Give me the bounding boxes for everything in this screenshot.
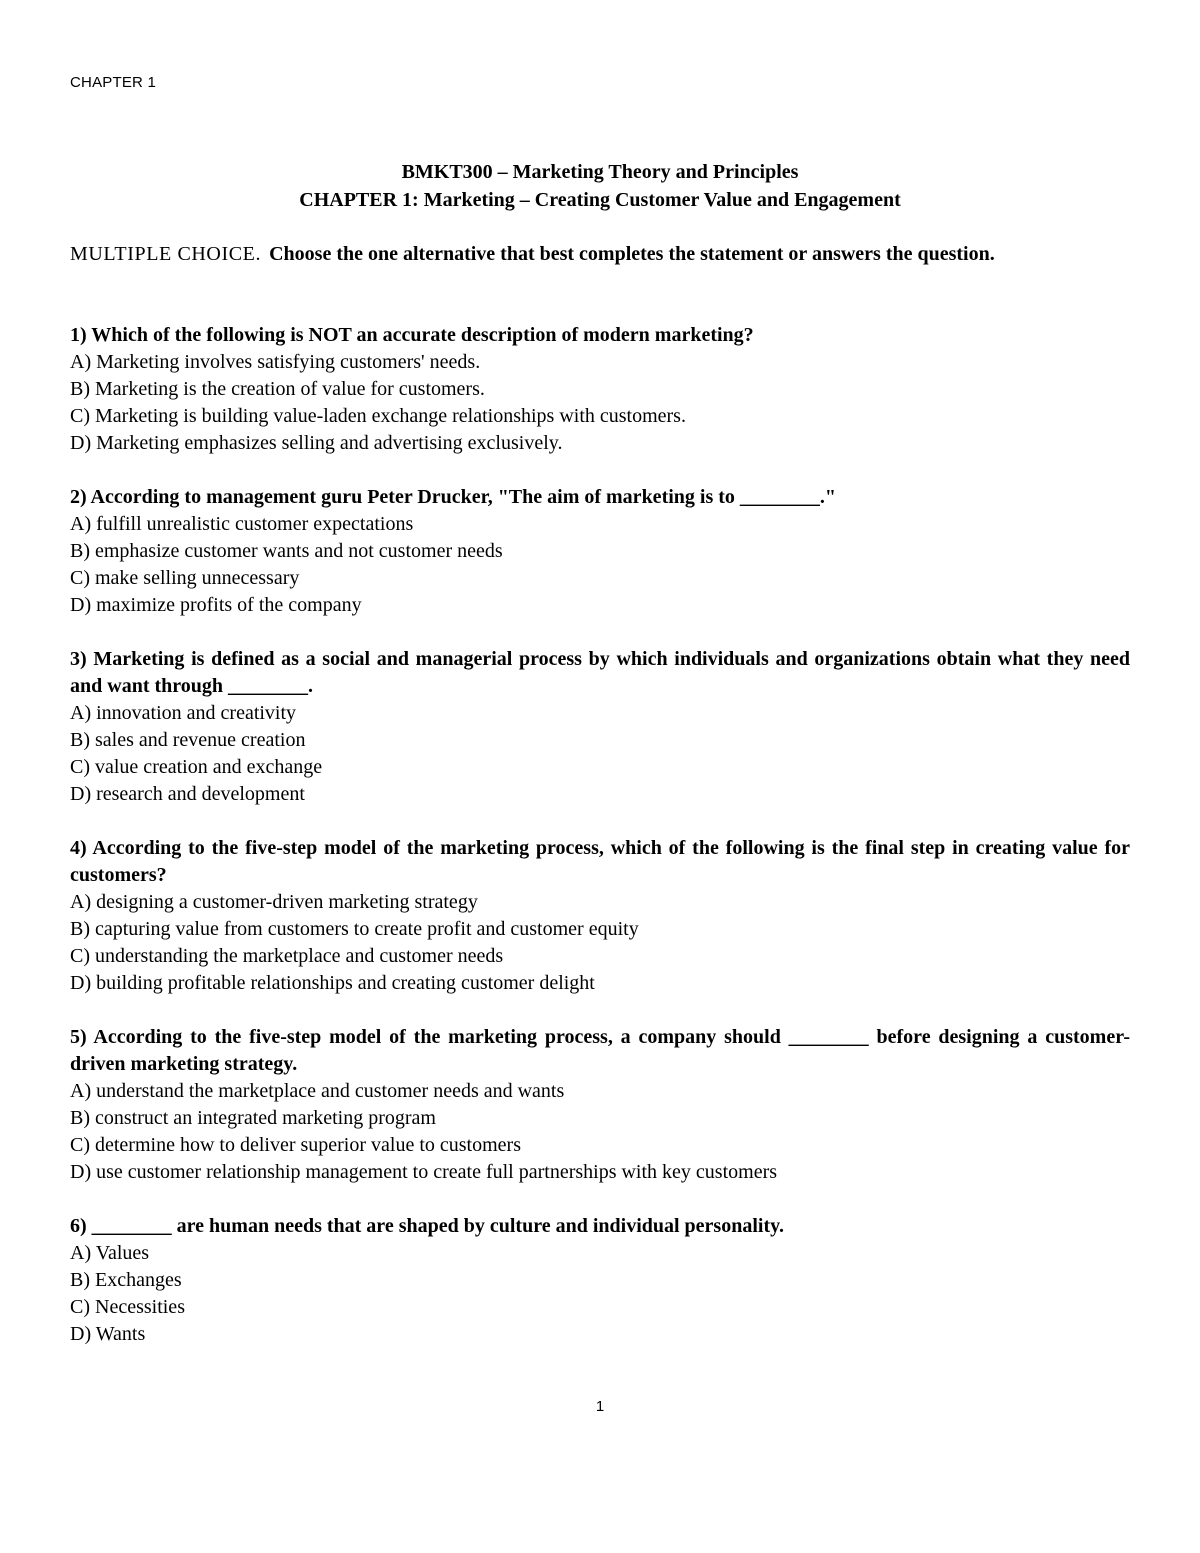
chapter-title: CHAPTER 1: Marketing – Creating Customer Value and Engagement — [299, 189, 901, 211]
question-stem: 6) ________ are human needs that are shaped by culture and individual personality. — [70, 1215, 785, 1237]
answer-option-c: C) Necessities — [70, 1296, 185, 1318]
question-stem: 4) According to the five-step model of the marketing process, which of the following is the final step in creating value for customers? — [70, 837, 1130, 886]
answer-option-b: B) sales and revenue creation — [70, 729, 306, 751]
answer-option-d: D) research and development — [70, 783, 305, 805]
answer-option-a: A) Marketing involves satisfying customers' needs. — [70, 351, 481, 373]
answer-option-c: C) determine how to deliver superior value to customers — [70, 1134, 521, 1156]
running-header: CHAPTER 1 — [70, 74, 156, 91]
answer-option-a: A) understand the marketplace and customer needs and wants — [70, 1080, 565, 1102]
answer-option-a: A) designing a customer-driven marketing strategy — [70, 891, 478, 913]
answer-option-b: B) emphasize customer wants and not customer needs — [70, 540, 503, 562]
answer-option-b: B) capturing value from customers to create profit and customer equity — [70, 918, 639, 940]
answer-option-d: D) maximize profits of the company — [70, 594, 362, 616]
answer-option-d: D) Wants — [70, 1323, 146, 1345]
question-1 — [70, 322, 1130, 457]
answer-option-d: D) building profitable relationships and creating customer delight — [70, 972, 595, 994]
answer-option-a: A) Values — [70, 1242, 150, 1264]
answer-option-c: C) understanding the marketplace and customer needs — [70, 945, 504, 967]
answer-option-c: C) Marketing is building value-laden exchange relationships with customers. — [70, 405, 686, 427]
answer-option-a: A) fulfill unrealistic customer expectations — [70, 513, 414, 535]
question-stem: 2) According to management guru Peter Drucker, "The aim of marketing is to ________." — [70, 486, 837, 508]
question-3 — [70, 646, 1130, 808]
answer-option-b: B) Marketing is the creation of value for customers. — [70, 378, 485, 400]
answer-option-c: C) value creation and exchange — [70, 756, 323, 778]
answer-option-d: D) use customer relationship management to create full partnerships with key customers — [70, 1161, 778, 1183]
question-5 — [70, 1024, 1130, 1186]
question-stem: 3) Marketing is defined as a social and managerial process by which individuals and organizations obtain what they need and want through ________. — [70, 648, 1130, 697]
question-list — [70, 322, 1130, 1375]
answer-option-a: A) innovation and creativity — [70, 702, 297, 724]
page-number: 1 — [595, 1398, 605, 1415]
answer-option-b: B) construct an integrated marketing program — [70, 1107, 436, 1129]
instructions-lead: MULTIPLE CHOICE. — [70, 243, 262, 265]
instructions — [70, 240, 1130, 268]
question-6 — [70, 1213, 1130, 1348]
answer-option-c: C) make selling unnecessary — [70, 567, 300, 589]
question-4 — [70, 835, 1130, 997]
course-title: BMKT300 – Marketing Theory and Principles — [401, 161, 799, 183]
document-title — [70, 158, 1130, 214]
question-stem: 1) Which of the following is NOT an accurate description of modern marketing? — [70, 324, 754, 346]
answer-option-d: D) Marketing emphasizes selling and advertising exclusively. — [70, 432, 563, 454]
question-2 — [70, 484, 1130, 619]
instructions-text: Choose the one alternative that best completes the statement or answers the question. — [269, 243, 995, 265]
question-stem: 5) According to the five-step model of the marketing process, a company should ________ before designing a customer-driven marketing strategy. — [70, 1026, 1130, 1075]
answer-option-b: B) Exchanges — [70, 1269, 182, 1291]
